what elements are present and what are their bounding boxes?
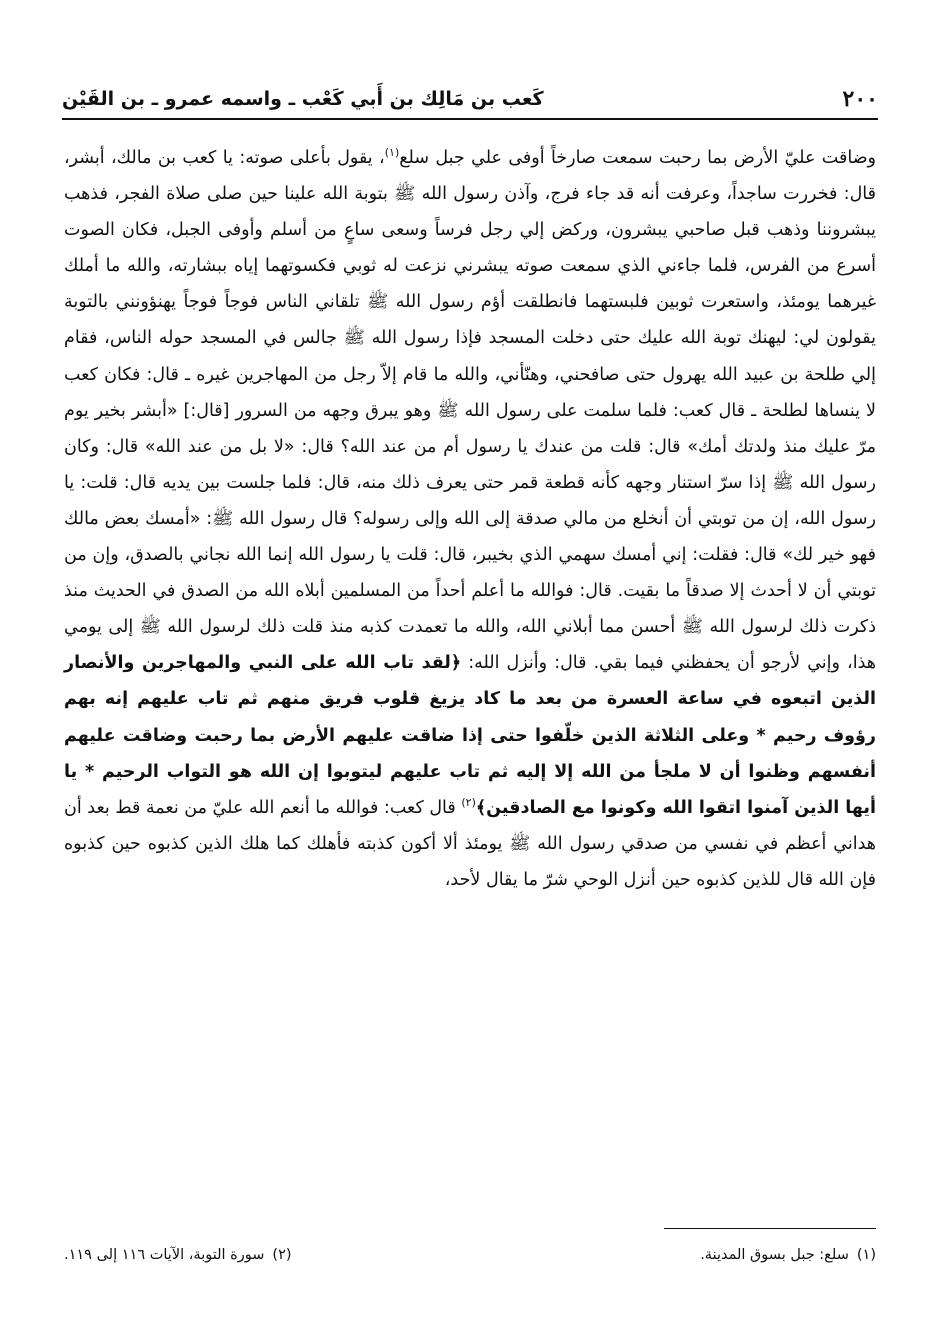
footnote-rule xyxy=(664,1228,876,1229)
footnote-number: (١) xyxy=(856,1247,876,1263)
text-segment: وضاقت عليّ الأرض بما رحبت سمعت صارخاً أوفى علي جبل سلع xyxy=(399,148,876,168)
quran-verse: ﴿لقد تاب الله على النبي والمهاجرين والأنصار الذين اتبعوه في ساعة العسرة من بعد ما كاد يزيغ قلوب فريق منهم ثم تاب عليهم إنه بهم رؤوف رحيم * وعلى الثلاثة الذين خلّفوا حتى إذا ضاقت عليهم الأرض بما رحبت وضاقت عليهم أنفسهم وظنوا أن لا ملجأ من الله إلا إليه ثم تاب عليهم ليتوبوا إن الله هو التواب الرحيم * يا أيها الذين آمنوا اتقوا الله وكونوا مع الصادقين﴾ xyxy=(64,653,877,818)
footnote-marker-2: (٢) xyxy=(461,795,476,809)
text-segment: قال كعب: فوالله ما أنعم الله عليّ من نعمة قط بعد أن هداني أعظم في نفسي من صدقي رسول الله ﷺ يومئذ ألا أكون كذبته فأهلك كما هلك الذين كذبوه حين كذبوه فإن الله قال للذين كذبوه حين أنزل الوحي شرّ ما يقال لأحد، xyxy=(64,797,876,890)
footnote-2 xyxy=(64,1241,292,1271)
footnote-text: سورة التوبة، الآيات ١١٦ إلى ١١٩. xyxy=(64,1247,265,1263)
footnote-marker-1: (١) xyxy=(384,146,400,160)
text-segment: ، يقول بأعلى صوته: يا كعب بن مالك، أبشر، قال: فخررت ساجداً، وعرفت أنه قد جاء فرج، وآذن رسول الله ﷺ بتوبة الله علينا حين صلى صلاة الفجر، فذهب يبشروننا وذهب قبل صاحبي يبشرون، وركض إلي رجل فرساً وسعى ساعٍ من أسلم وأوفى الجبل، فكان الصوت أسرع من الفرس، فلما جاءني الذي سمعت صوته يبشرني نزعت له ثوبي فكسوتهما إياه ببشارته، والله ما أملك غيرهما يومئذ، واستعرت ثوبين فلبستهما فانطلقت أؤم رسول الله ﷺ تلقاني الناس فوجاً فوجاً يهنؤونني بالتوبة يقولون لي: ليهنك توبة الله عليك حتى دخلت المسجد فإذا رسول الله ﷺ جالس في المسجد حوله الناس، فقام إلي طلحة بن عبيد الله يهرول حتى صافحني، وهنّأني، والله ما قام إلاّ رجل من المهاجرين غيره ـ قال: فكان كعب لا ينساها لطلحة ـ قال كعب: فلما سلمت على رسول الله ﷺ وهو يبرق وجهه من السرور [قال:] «أبشر بخير يوم مرّ عليك منذ ولدتك أمك» قال: قلت من عندك يا رسول أم من عند الله؟ قال: «لا بل من عند الله» قال: وكان رسول الله ﷺ إذا سرّ استنار وجهه كأنه قطعة قمر حتى يعرف ذلك منه، قال: فلما جلست بين يديه قال: قلت: يا رسول الله، إن من توبتي أن أنخلع من مالي صدقة إلى الله وإلى رسوله؟ قال رسول الله ﷺ: «أمسك بعض مالك فهو خير لك» قال: فقلت: إني أمسك سهمي الذي بخيبر، قال: قلت يا رسول الله إنما الله نجاني بالصدق، وإن من توبتي أن لا أحدث إلا صدقاً ما بقيت. قال: فوالله ما أعلم أحداً من المسلمين أبلاه الله من الصدق في الحديث منذ ذكرت ذلك لرسول الله ﷺ أحسن مما أبلاني الله، والله ما تعمدت كذبه منذ قلت ذلك لرسول الله ﷺ إلى يومي هذا، وإني لأرجو أن يحفظني فيما بقي. قال: وأنزل الله: xyxy=(64,148,876,674)
header-rule xyxy=(62,118,878,120)
paragraph xyxy=(64,140,876,898)
footnote-1 xyxy=(700,1241,876,1271)
main-text xyxy=(64,140,876,898)
footnote-gap xyxy=(416,1241,576,1271)
footnote-text: سلع: جبل بسوق المدينة. xyxy=(700,1247,849,1263)
running-title: كَعب بن مَالِك بن أَبي كَعْب ـ واسمه عمرو ـ بن القَيْن xyxy=(62,88,544,110)
footnotes xyxy=(64,1241,876,1271)
footnote-number: (٢) xyxy=(272,1247,292,1263)
page-number: ٢٠٠ xyxy=(842,86,878,112)
page-header xyxy=(62,70,878,114)
